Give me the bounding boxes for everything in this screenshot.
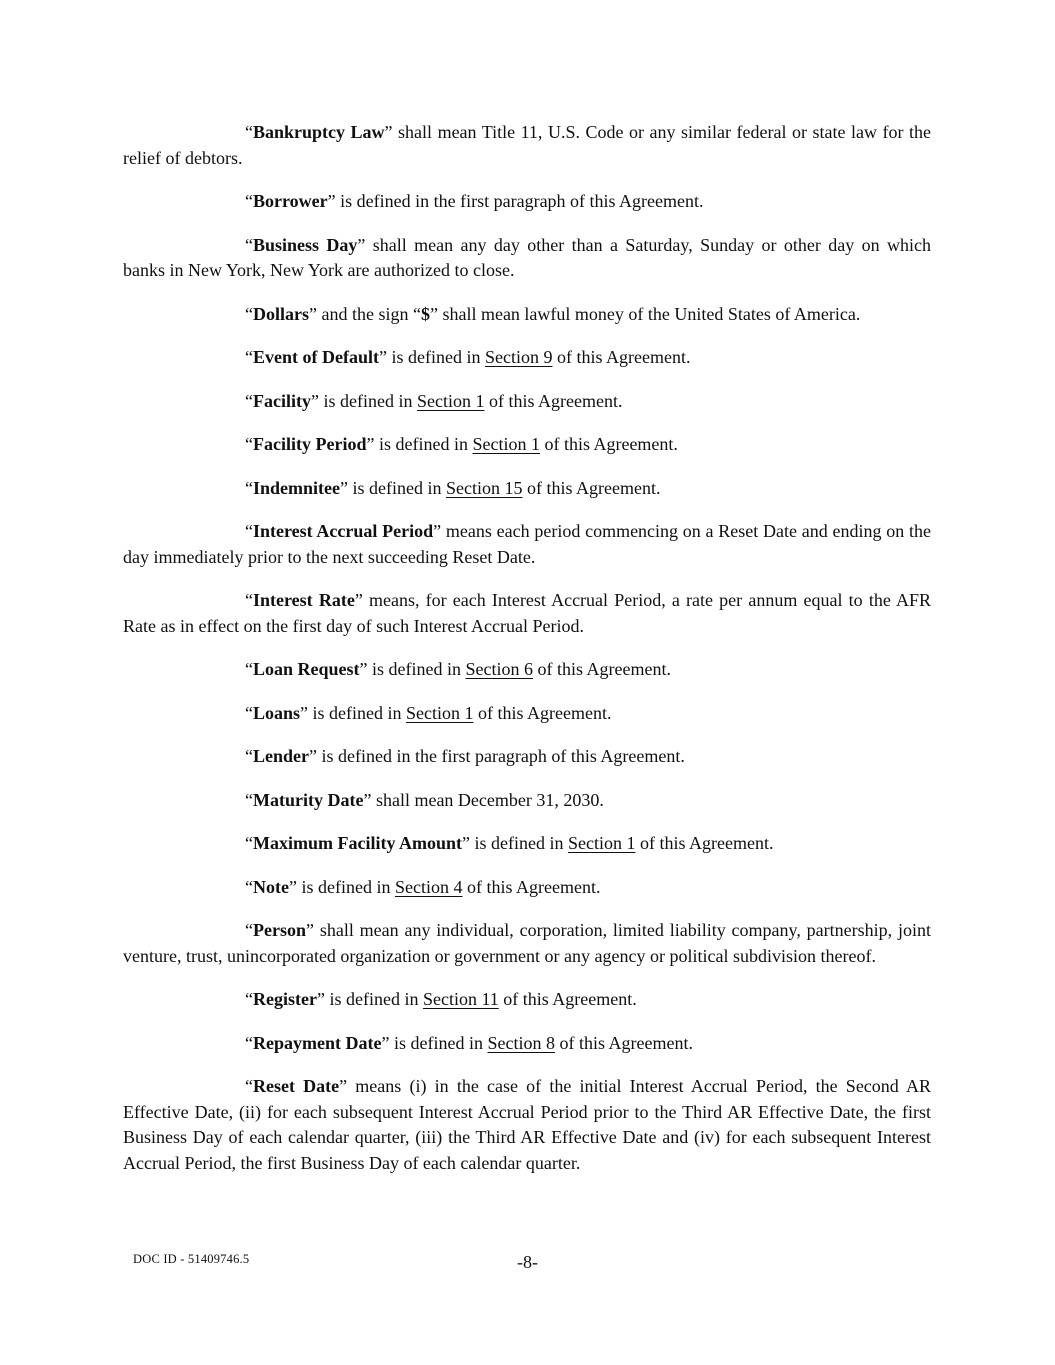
defined-term: Borrower <box>253 191 328 211</box>
definition-paragraph <box>123 345 931 371</box>
paragraph-text: ” is defined in <box>316 989 423 1009</box>
paragraph-text: of this Agreement. <box>522 477 661 498</box>
definition-paragraph <box>123 189 931 215</box>
defined-term: Maturity Date <box>253 789 364 810</box>
defined-term: Indemnitee <box>253 477 340 498</box>
defined-term: Lender <box>253 746 309 766</box>
paragraph-text: ” shall mean any day other than a Saturday, Sunday or other day on which banks in New York, New York are authorized to close. <box>123 234 931 280</box>
definition-paragraph <box>123 302 931 328</box>
defined-term: Facility <box>253 390 311 411</box>
definition-paragraph <box>123 389 931 415</box>
paragraph-text: “ <box>245 920 253 940</box>
paragraph-text: ” is defined in <box>359 659 466 679</box>
defined-term: Facility Period <box>253 434 367 454</box>
definition-paragraph <box>123 744 931 770</box>
paragraph-text: “ <box>245 989 253 1009</box>
paragraph-text: of this Agreement. <box>533 659 671 679</box>
paragraph-text: of this Agreement. <box>484 390 623 411</box>
paragraph-text: “ <box>245 1032 253 1053</box>
paragraph-text: ” means (i) in the case of the initial Interest Accrual Period, the Second AR Effective Date, (ii) for each subsequent Interest Accrual Period prior to the Third AR Effective Date, the first Business Day of each calendar quarter, (iii) the Third AR Effective Date and (iv) for each subsequent Interest Accrual Period, the first Business Day of each calendar quarter. <box>123 1076 931 1173</box>
paragraph-text: “ <box>245 833 253 853</box>
paragraph-text: ” is defined in the first paragraph of this Agreement. <box>309 746 685 766</box>
paragraph-text: ” is defined in <box>366 434 473 454</box>
paragraph-text: ” means each period commencing on a Reset Date and ending on the day immediately prior to the next succeeding Reset Date. <box>123 521 932 567</box>
paragraph-text: ” and the sign “ <box>309 303 421 324</box>
section-reference: Section 9 <box>484 347 553 367</box>
definition-paragraph <box>123 1074 931 1176</box>
section-reference: Section 6 <box>465 659 533 679</box>
section-reference: Section 1 <box>567 833 636 853</box>
page-footer <box>0 1246 1055 1278</box>
paragraph-text: “ <box>245 434 253 454</box>
paragraph-text: ” shall mean December 31, 2030. <box>363 789 604 810</box>
defined-term: Loans <box>253 702 301 723</box>
paragraph-text: ” is defined in <box>381 1032 488 1053</box>
defined-term: Event of Default <box>253 347 379 367</box>
paragraph-text: ” is defined in <box>310 390 417 411</box>
paragraph-text: ” is defined in <box>300 702 407 723</box>
definition-paragraph <box>123 476 931 502</box>
definition-paragraph <box>123 831 931 857</box>
definition-paragraph <box>123 788 931 814</box>
paragraph-text: ” shall mean lawful money of the United States of America. <box>429 303 861 324</box>
paragraph-text: “ <box>245 876 253 897</box>
section-reference: Section 1 <box>472 434 540 454</box>
paragraph-text: “ <box>245 191 253 211</box>
defined-term: Dollars <box>253 303 309 324</box>
paragraph-text: “ <box>245 746 253 766</box>
paragraph-text: ” is defined in <box>340 477 446 498</box>
paragraph-text: “ <box>245 347 253 367</box>
defined-term: Loan Request <box>253 659 360 679</box>
paragraph-text: of this Agreement. <box>554 1032 693 1053</box>
defined-term: Person <box>253 920 306 940</box>
definition-paragraph <box>123 120 931 171</box>
paragraph-text: “ <box>245 477 253 498</box>
section-reference: Section 11 <box>422 989 499 1009</box>
paragraph-text: “ <box>245 590 253 610</box>
definition-paragraph <box>123 918 931 969</box>
definitions-list <box>123 120 931 1176</box>
paragraph-text: of this Agreement. <box>473 702 612 723</box>
paragraph-text: ” means, for each Interest Accrual Period, a rate per annum equal to the AFR Rate as in effect on the first day of such Interest Accrual Period. <box>123 590 932 636</box>
paragraph-text: ” is defined in the first paragraph of this Agreement. <box>327 191 704 211</box>
paragraph-text: “ <box>245 659 253 679</box>
paragraph-text: ” is defined in <box>378 347 485 367</box>
paragraph-text: “ <box>245 303 253 324</box>
paragraph-text: of this Agreement. <box>635 833 774 853</box>
paragraph-text: “ <box>245 521 253 541</box>
defined-term: Repayment Date <box>253 1032 382 1053</box>
paragraph-text: ” is defined in <box>288 876 395 897</box>
defined-term: Business Day <box>253 234 358 255</box>
paragraph-text: “ <box>245 390 253 411</box>
section-reference: Section 4 <box>394 876 463 897</box>
defined-term: Bankruptcy Law <box>253 122 385 142</box>
paragraph-text: “ <box>245 789 253 810</box>
defined-term: Interest Rate <box>253 590 355 610</box>
paragraph-text: “ <box>245 234 253 255</box>
doc-id: DOC ID - 51409746.5 <box>133 1252 250 1266</box>
definition-paragraph <box>123 432 931 458</box>
definition-paragraph <box>123 588 931 639</box>
defined-term: $ <box>420 303 430 324</box>
definition-paragraph <box>123 657 931 683</box>
definition-paragraph <box>123 519 931 570</box>
section-reference: Section 1 <box>406 702 474 723</box>
defined-term: Reset Date <box>253 1076 340 1096</box>
paragraph-text: “ <box>245 1076 253 1096</box>
section-reference: Section 1 <box>416 390 485 411</box>
defined-term: Maximum Facility Amount <box>253 833 462 853</box>
paragraph-text: of this Agreement. <box>498 989 637 1009</box>
defined-term: Note <box>253 876 289 897</box>
definition-paragraph <box>123 875 931 901</box>
definition-paragraph <box>123 987 931 1013</box>
paragraph-text: of this Agreement. <box>552 347 691 367</box>
paragraph-text: of this Agreement. <box>539 434 678 454</box>
paragraph-text: ” is defined in <box>462 833 568 853</box>
paragraph-text: ” shall mean any individual, corporation, limited liability company, partnership, joint venture, trust, unincorporated organization or government or any agency or political subdivision thereof. <box>123 920 931 966</box>
page-number: -8- <box>517 1252 538 1272</box>
paragraph-text: ” shall mean Title 11, U.S. Code or any similar federal or state law for the relief of debtors. <box>123 122 931 168</box>
definition-paragraph <box>123 701 931 727</box>
paragraph-text: “ <box>245 122 253 142</box>
defined-term: Interest Accrual Period <box>253 521 434 541</box>
definition-paragraph <box>123 233 931 284</box>
paragraph-text: “ <box>245 702 253 723</box>
defined-term: Register <box>253 989 317 1009</box>
section-reference: Section 15 <box>445 477 523 498</box>
paragraph-text: of this Agreement. <box>462 876 601 897</box>
definition-paragraph <box>123 1031 931 1057</box>
section-reference: Section 8 <box>487 1032 555 1053</box>
